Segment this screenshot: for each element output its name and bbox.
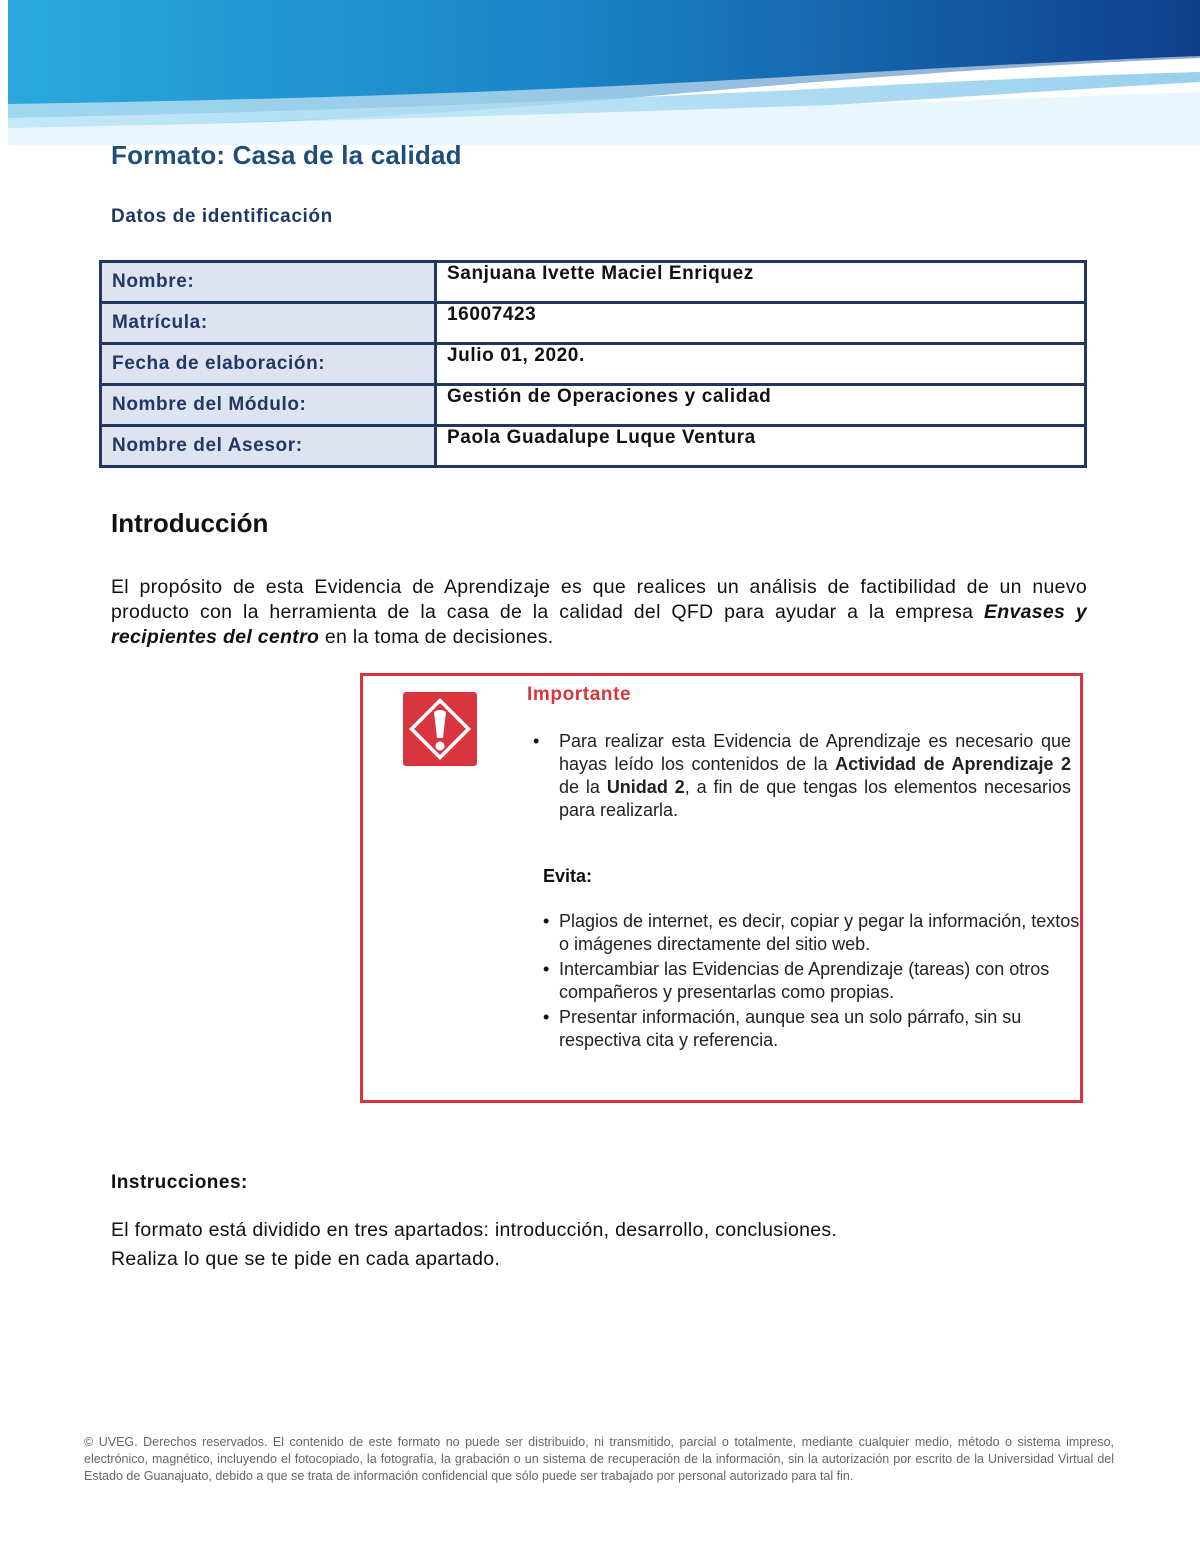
avoid-list [541, 910, 1081, 1054]
row-label: Nombre del Módulo: [101, 385, 436, 426]
company-name: Envases y recipientes del centro [111, 601, 1088, 648]
table-row [101, 344, 1086, 385]
header-banner [8, 0, 1200, 145]
list-item: • Plagios de internet, es decir, copiar y pegar la información, textos o imágenes directamente del sitio web. [541, 910, 1081, 956]
instructions-line-1: El formato está dividido en tres apartados: introducción, desarrollo, conclusiones. [111, 1219, 838, 1241]
identification-subtitle: Datos de identificación [111, 206, 333, 227]
important-title: Importante [527, 684, 632, 705]
list-item: • Presentar información, aunque sea un solo párrafo, sin su respectiva cita y referencia. [541, 1006, 1081, 1052]
intro-text-after: en la toma de decisiones. [319, 626, 554, 648]
table-row [101, 426, 1086, 467]
row-label: Nombre: [101, 262, 436, 303]
row-value: Gestión de Operaciones y calidad [436, 385, 1086, 426]
document-title: Formato: Casa de la calidad [111, 140, 462, 170]
row-value: Julio 01, 2020. [436, 344, 1086, 385]
row-label: Nombre del Asesor: [101, 426, 436, 467]
introduction-heading: Introducción [111, 508, 269, 538]
bullet-bold: Actividad de Aprendizaje 2 [835, 754, 1071, 774]
introduction-paragraph [111, 575, 1087, 650]
copyright-footer: © UVEG. Derechos reservados. El contenido de este formato no puede ser distribuido, ni transmitido, parcial o totalmente, mediante cualquier medio, método o sistema impreso, electrónico, magnético, incluyendo el fotocopiado, la fotografía, la grabación o un sistema de recuperación de la información, sin la autorización por escrito de la Universidad Virtual del Estado de Guanajuato, debido a que se trata de información confidencial que sólo puede ser trabajado por personal autorizado para tal fin. [84, 1435, 1114, 1483]
list-item: • Intercambiar las Evidencias de Aprendizaje (tareas) con otros compañeros y presentarlas como propias. [541, 958, 1081, 1004]
intro-text-before: El propósito de esta Evidencia de Aprendizaje es que realices un análisis de factibilidad de un nuevo producto con la herramienta de la casa de la calidad del QFD para ayudar a la empresa [111, 576, 1087, 623]
avoid-label: Evita: [543, 866, 593, 886]
instructions-line-2: Realiza lo que se te pide en cada apartado. [111, 1248, 501, 1270]
bullet-text: , a fin de que tengas los elementos necesarios para realizarla. [559, 777, 1071, 820]
instructions-heading: Instrucciones: [111, 1172, 248, 1193]
bullet-text: Para realizar esta Evidencia de Aprendizaje es necesario que hayas leído los contenidos de la [559, 731, 1071, 774]
row-label: Matrícula: [101, 303, 436, 344]
row-label: Fecha de elaboración: [101, 344, 436, 385]
list-item [527, 730, 1071, 822]
bullet-text: de la [559, 777, 607, 797]
warning-diamond-icon [403, 692, 477, 766]
row-value: 16007423 [436, 303, 1086, 344]
table-row [101, 303, 1086, 344]
important-list [527, 730, 1071, 822]
row-value: Sanjuana Ivette Maciel Enriquez [436, 262, 1086, 303]
identification-table [99, 260, 1087, 468]
table-row [101, 262, 1086, 303]
row-value: Paola Guadalupe Luque Ventura [436, 426, 1086, 467]
table-row [101, 385, 1086, 426]
important-notice-box [360, 673, 1083, 1103]
bullet-bold: Unidad 2 [606, 777, 685, 797]
